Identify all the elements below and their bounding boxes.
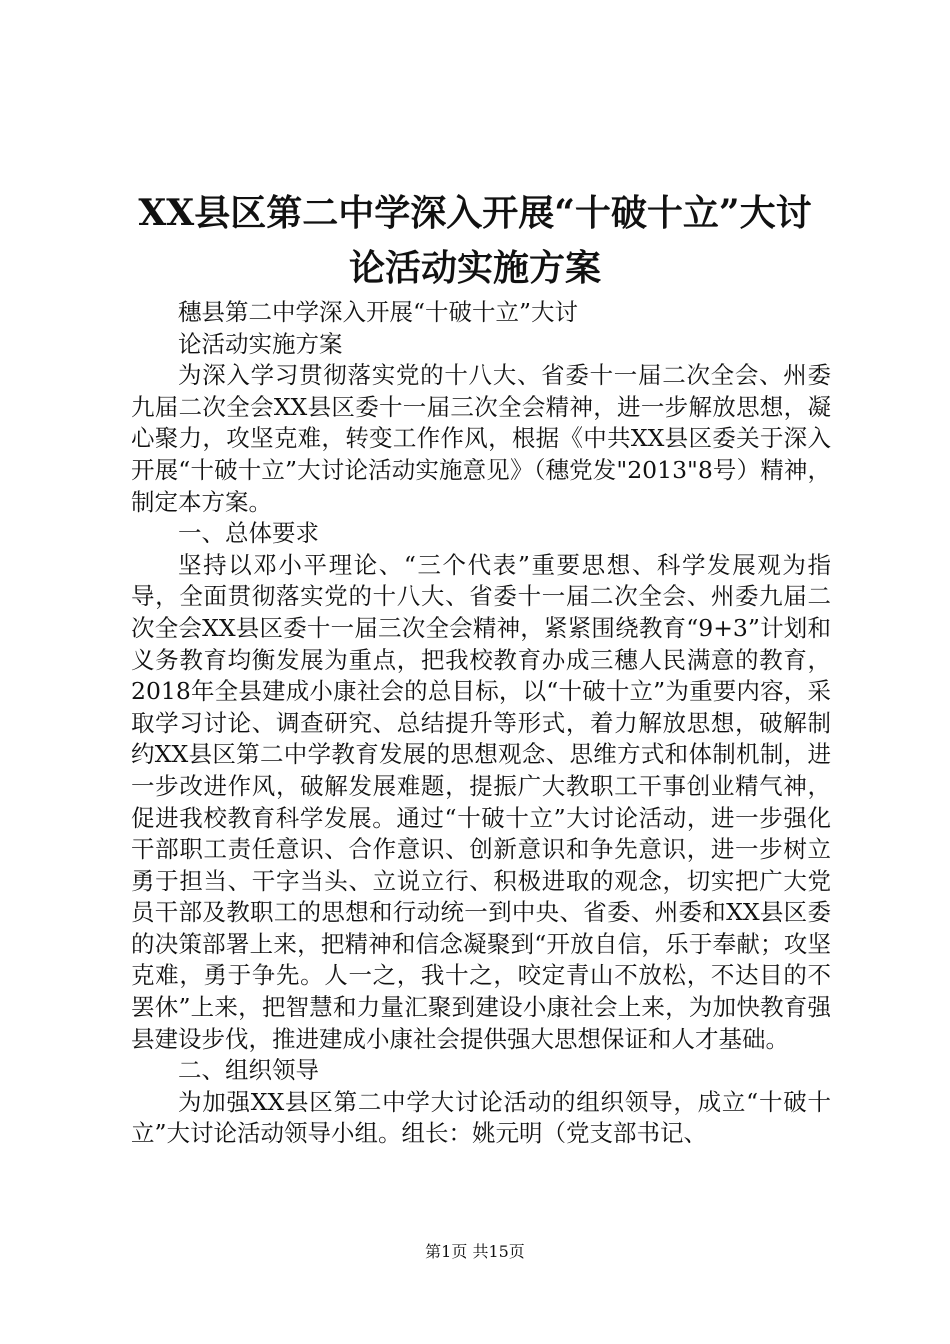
page-footer: 第1页 共15页 (425, 1242, 525, 1261)
subtitle-line-2: 论活动实施方案 (178, 329, 343, 358)
subtitle-line-1: 穗县第二中学深入开展“十破十立”大讨 (178, 298, 579, 326)
intro-paragraph: 为深入学习贯彻落实党的十八大、省委十一届二次全会、州委九届二次全会XX县区委十一届三次全会精神，进一步解放思想，凝心聚力，攻坚克难，转变工作作风，根据《中共XX县区委关于深入开展“十破十立”大讨论活动实施意见》（穗党发"2013"8号）精神，制定本方案。 (131, 361, 831, 516)
section-heading-1: 一、总体要求 (178, 519, 319, 548)
document-title-line-2: 论活动实施方案 (348, 247, 601, 289)
section-heading-2: 二、组织领导 (178, 1056, 319, 1085)
section-2-paragraph: 为加强XX县区第二中学大讨论活动的组织领导，成立“十破十立”大讨论活动领导小组。组长：姚元明（党支部书记、 (131, 1087, 831, 1148)
document-title-line-1: XX县区第二中学深入开展“十破十立”大讨 (138, 192, 812, 234)
document-body (131, 297, 831, 1150)
section-1-paragraph: 坚持以邓小平理论、“三个代表”重要思想、科学发展观为指导，全面贯彻落实党的十八大、省委十一届二次全会、州委九届二次全会XX县区委十一届三次全会精神，紧紧围绕教育“9+3”计划和义务教育均衡发展为重点，把我校教育办成三穗人民满意的教育，2018年全县建成小康社会的总目标，以“十破十立”为重要内容，采取学习讨论、调查研究、总结提升等形式，着力解放思想，破解制约XX县区第二中学教育发展的思想观念、思维方式和体制机制，进一步改进作风，破解发展难题，提振广大教职工干事创业精气神，促进我校教育科学发展。通过“十破十立”大讨论活动，进一步强化干部职工责任意识、合作意识、创新意识和争先意识，进一步树立勇于担当、干字当头、立说立行、积极进取的观念，切实把广大党员干部及教职工的思想和行动统一到中央、省委、州委和XX县区委的决策部署上来，把精神和信念凝聚到“开放自信，乐于奉献；攻坚克难，勇于争先。人一之，我十之，咬定青山不放松，不达目的不罢休”上来，把智慧和力量汇聚到建设小康社会上来，为加快教育强县建设步伐，推进建成小康社会提供强大思想保证和人才基础。 (131, 550, 831, 1053)
